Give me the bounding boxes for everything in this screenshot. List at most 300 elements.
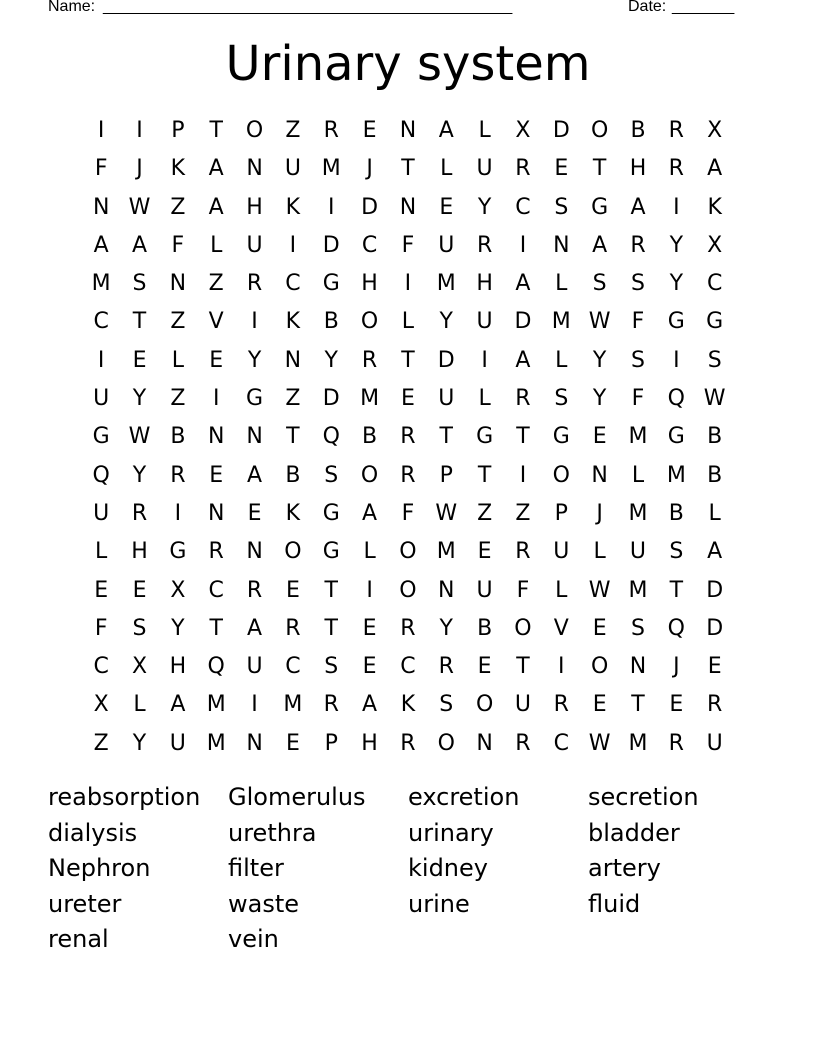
grid-letter: P (554, 500, 568, 526)
grid-letter: I (558, 654, 565, 680)
grid-letter: F (171, 232, 185, 258)
grid-letter: K (285, 309, 301, 335)
grid-letter: S (669, 539, 684, 565)
grid-letter: H (246, 194, 263, 220)
grid-letter: H (361, 730, 378, 756)
grid-letter: M (206, 692, 226, 718)
grid-letter: B (362, 424, 378, 450)
word-bank (48, 780, 768, 958)
grid-letter: U (93, 386, 110, 412)
header (48, 0, 748, 18)
grid-letter: T (209, 615, 223, 641)
word-bank-item: excretion (408, 783, 520, 811)
grid-letter: O (399, 577, 417, 603)
grid-letter: C (361, 232, 378, 258)
grid-letter: E (477, 539, 492, 565)
grid-letter: E (669, 692, 684, 718)
grid-letter: V (553, 615, 569, 641)
grid-letter: U (629, 539, 647, 565)
grid-letter: N (629, 654, 647, 680)
grid-letter: E (362, 118, 377, 143)
grid-letter: U (438, 232, 455, 258)
grid-letter: N (246, 156, 263, 182)
grid-letter: W (128, 424, 151, 450)
grid-letter: F (401, 500, 415, 526)
grid-letter: E (285, 577, 300, 603)
grid-letter: Y (669, 232, 684, 258)
grid-letter: R (285, 615, 301, 641)
grid-letter: R (131, 500, 148, 526)
grid-letter: M (206, 730, 226, 756)
grid-letter: T (631, 692, 645, 718)
grid-letter: A (362, 692, 378, 718)
grid-letter: L (478, 118, 491, 143)
grid-letter: Y (324, 347, 338, 373)
word-bank-item: urethra (228, 818, 317, 847)
grid-letter: S (592, 271, 607, 297)
grid-letter: S (554, 386, 569, 412)
grid-letter: D (706, 615, 724, 641)
grid-letter: Y (132, 730, 147, 756)
grid-letter: N (246, 730, 263, 756)
grid-letter: D (514, 309, 532, 335)
word-bank-item: urine (408, 889, 470, 918)
grid-row (82, 342, 734, 380)
grid-letter: A (707, 156, 723, 182)
grid-letter: I (673, 194, 680, 220)
grid-letter: R (170, 462, 186, 488)
grid-letter: N (399, 118, 417, 143)
grid-letter: O (399, 539, 417, 565)
grid-letter: L (708, 500, 721, 526)
grid-letter: J (596, 500, 603, 526)
grid-letter: C (208, 577, 224, 603)
grid-letter: E (247, 500, 262, 526)
grid-letter: M (628, 730, 648, 756)
grid-letter: S (132, 615, 147, 641)
grid-row (82, 648, 734, 686)
word-bank-item: Nephron (48, 854, 151, 882)
grid-letter: T (669, 577, 684, 603)
grid-letter: K (707, 194, 722, 220)
grid-letter: E (439, 194, 454, 220)
grid-letter: A (630, 194, 646, 220)
grid-letter: I (251, 309, 258, 335)
grid-letter: M (283, 692, 303, 718)
grid-letter: T (516, 654, 530, 680)
grid-letter: Q (207, 654, 225, 680)
grid-letter: A (707, 539, 723, 565)
grid-letter: Q (92, 462, 110, 488)
grid-row (82, 265, 734, 303)
grid-letter: W (588, 309, 611, 335)
grid-letter: S (324, 654, 339, 680)
grid-letter: E (285, 730, 300, 756)
grid-letter: N (169, 271, 187, 297)
grid-row (82, 610, 734, 648)
grid-letter: R (707, 692, 723, 718)
word-bank-row (48, 922, 768, 958)
grid-letter: U (476, 577, 493, 603)
grid-letter: R (668, 730, 684, 756)
grid-letter: E (209, 462, 224, 488)
grid-letter: X (707, 118, 723, 143)
grid-letter: G (322, 539, 340, 565)
grid-letter: J (136, 156, 143, 182)
grid-letter: U (476, 309, 493, 335)
grid-letter: L (95, 539, 108, 565)
grid-letter: A (131, 232, 148, 258)
grid-letter: I (366, 577, 373, 603)
grid-letter: R (668, 118, 684, 143)
word-bank-item: waste (228, 889, 300, 918)
grid-letter: N (207, 500, 225, 526)
grid-letter: E (132, 577, 147, 603)
grid-letter: G (169, 539, 187, 565)
grid-letter: D (322, 386, 340, 412)
grid-letter: T (324, 615, 338, 641)
grid-letter: A (170, 692, 186, 718)
word-bank-item: artery (588, 854, 661, 882)
grid-letter: C (93, 654, 109, 680)
grid-letter: W (588, 577, 611, 603)
word-bank-item: ureter (48, 889, 122, 918)
grid-letter: X (707, 232, 723, 258)
grid-letter: F (94, 156, 108, 182)
grid-letter: Y (171, 615, 185, 641)
grid-letter: N (591, 462, 608, 488)
name-blank: ______________________________________________ (103, 0, 513, 15)
grid-letter: W (435, 500, 458, 526)
grid-letter: W (588, 730, 611, 756)
grid-row (82, 380, 734, 418)
page-title: Urinary system (225, 36, 591, 92)
grid-letter: O (437, 730, 455, 756)
grid-letter: E (707, 654, 722, 680)
grid-letter: R (515, 156, 531, 182)
grid-letter: H (476, 271, 493, 297)
grid-letter: D (437, 347, 455, 373)
grid-letter: S (554, 194, 569, 220)
grid-letter: R (361, 347, 378, 373)
grid-letter: G (552, 424, 570, 450)
grid-letter: C (285, 654, 301, 680)
grid-letter: I (97, 347, 105, 373)
grid-letter: L (555, 347, 568, 373)
grid-letter: A (592, 232, 608, 258)
grid-letter: Q (667, 615, 685, 641)
grid-letter: M (666, 462, 686, 488)
grid-letter: I (519, 232, 527, 258)
grid-letter: G (322, 271, 340, 297)
grid-letter: M (91, 271, 111, 297)
grid-letter: Y (669, 271, 684, 297)
grid-letter: Z (208, 271, 224, 297)
grid-letter: U (246, 232, 263, 258)
grid-letter: U (476, 156, 493, 182)
grid-letter: F (94, 615, 108, 641)
grid-letter: R (476, 232, 493, 258)
grid-letter: M (321, 156, 341, 182)
word-bank-item: renal (48, 925, 109, 953)
grid-letter: A (438, 118, 454, 143)
grid-letter: U (93, 500, 110, 526)
grid-letter: F (631, 309, 645, 335)
grid-letter: L (478, 386, 491, 412)
grid-letter: A (208, 156, 224, 182)
grid-letter: K (285, 500, 301, 526)
grid-letter: C (93, 309, 109, 335)
grid-letter: L (440, 156, 453, 182)
word-bank-row (48, 816, 768, 852)
grid-letter: U (246, 654, 263, 680)
grid-letter: G (667, 424, 685, 450)
grid-letter: P (324, 730, 338, 756)
grid-letter: E (592, 692, 607, 718)
grid-letter: B (323, 309, 339, 335)
word-bank-item: secretion (588, 783, 699, 811)
grid-letter: N (399, 194, 417, 220)
grid-letter: C (285, 271, 301, 297)
letter-grid (82, 112, 734, 763)
grid-letter: M (436, 271, 456, 297)
grid-letter: C (400, 654, 416, 680)
grid-letter: Z (285, 118, 301, 143)
grid-letter: H (169, 654, 187, 680)
grid-letter: E (362, 654, 377, 680)
grid-letter: S (439, 692, 454, 718)
grid-letter: Q (322, 424, 340, 450)
grid-letter: E (94, 577, 109, 603)
grid-letter: Q (667, 386, 685, 412)
grid-letter: L (210, 232, 223, 258)
grid-letter: M (628, 577, 648, 603)
grid-letter: G (591, 194, 609, 220)
grid-letter: S (631, 347, 645, 373)
grid-letter: I (251, 692, 258, 718)
grid-letter: L (171, 347, 184, 373)
grid-letter: E (209, 347, 224, 373)
grid-letter: Z (285, 386, 301, 412)
date-blank: _______ (672, 0, 735, 15)
grid-letter: R (246, 577, 263, 603)
grid-letter: Z (515, 500, 531, 526)
grid-letter: L (593, 539, 606, 565)
grid-letter: H (361, 271, 378, 297)
grid-row (82, 227, 734, 265)
grid-letter: B (668, 500, 684, 526)
grid-letter: L (363, 539, 376, 565)
grid-letter: R (400, 462, 416, 488)
grid-letter: S (324, 462, 339, 488)
grid-letter: G (322, 500, 340, 526)
grid-row (82, 150, 734, 188)
word-bank-row (48, 851, 768, 887)
grid-letter: S (631, 615, 645, 641)
grid-letter: G (667, 309, 685, 335)
word-bank-item: vein (228, 925, 279, 953)
grid-letter: M (628, 424, 648, 450)
grid-letter: T (516, 424, 530, 450)
grid-letter: O (590, 654, 609, 680)
grid-letter: Z (170, 309, 186, 335)
grid-letter: O (475, 692, 494, 718)
grid-letter: F (516, 577, 530, 603)
grid-letter: C (515, 194, 531, 220)
grid-letter: T (209, 118, 223, 143)
grid-letter: X (131, 654, 148, 680)
grid-letter: G (92, 424, 110, 450)
grid-letter: O (552, 462, 570, 488)
grid-letter: Z (93, 730, 109, 756)
grid-letter: H (131, 539, 148, 565)
grid-letter: U (553, 539, 570, 565)
word-bank-item: fluid (588, 889, 641, 918)
grid-letter: R (246, 271, 263, 297)
grid-letter: B (707, 424, 723, 450)
grid-letter: L (631, 462, 645, 488)
grid-letter: A (208, 194, 224, 220)
grid-row (82, 533, 734, 571)
grid-letter: R (630, 232, 646, 258)
grid-letter: V (208, 309, 224, 335)
grid-letter: Z (170, 194, 186, 220)
grid-letter: B (630, 118, 646, 143)
grid-letter: E (132, 347, 147, 373)
grid-letter: Z (170, 386, 186, 412)
grid-letter: A (247, 462, 263, 488)
grid-letter: B (170, 424, 186, 450)
grid-letter: N (246, 424, 263, 450)
grid-letter: R (553, 692, 569, 718)
grid-letter: I (97, 118, 105, 143)
word-bank-item: Glomerulus (228, 783, 366, 811)
grid-letter: A (515, 271, 531, 297)
grid-letter: L (555, 577, 568, 603)
grid-letter: J (366, 156, 373, 182)
grid-letter: P (171, 118, 185, 143)
grid-letter: R (515, 386, 531, 412)
grid-letter: S (707, 347, 722, 373)
grid-letter: G (476, 424, 494, 450)
grid-letter: T (132, 309, 147, 335)
grid-letter: P (439, 462, 453, 488)
grid-letter: G (246, 386, 264, 412)
grid-letter: Y (132, 462, 147, 488)
grid-letter: R (400, 615, 416, 641)
grid-letter: Y (477, 194, 492, 220)
word-bank-row (48, 780, 768, 816)
grid-letter: R (515, 539, 531, 565)
grid-letter: H (629, 156, 647, 182)
grid-letter: Y (439, 309, 453, 335)
grid-letter: Y (592, 347, 607, 373)
grid-letter: S (132, 271, 147, 297)
word-bank-item: urinary (408, 818, 494, 847)
grid-letter: I (519, 462, 527, 488)
grid-letter: D (706, 577, 724, 603)
grid-letter: T (286, 424, 300, 450)
grid-letter: I (212, 386, 220, 412)
grid-letter: M (628, 500, 648, 526)
grid-letter: T (439, 424, 453, 450)
word-bank-item: kidney (408, 854, 488, 882)
grid-row (82, 112, 734, 150)
grid-letter: O (284, 539, 302, 565)
grid-letter: Z (477, 500, 493, 526)
grid-letter: U (284, 156, 301, 182)
grid-letter: U (514, 692, 531, 718)
grid-letter: U (706, 730, 723, 756)
grid-letter: X (93, 692, 109, 718)
grid-letter: E (592, 615, 607, 641)
grid-letter: E (400, 386, 415, 412)
grid-letter: C (553, 730, 569, 756)
grid-letter: Y (132, 386, 147, 412)
grid-letter: E (554, 156, 569, 182)
grid-letter: A (247, 615, 263, 641)
grid-row (82, 189, 734, 227)
grid-letter: Y (439, 615, 453, 641)
grid-letter: D (552, 118, 570, 143)
grid-letter: L (133, 692, 146, 718)
grid-letter: N (246, 539, 263, 565)
grid-letter: O (360, 309, 379, 335)
grid-row (82, 303, 734, 341)
grid-letter: J (673, 654, 680, 680)
grid-letter: I (404, 271, 412, 297)
name-label: Name: (48, 0, 96, 15)
grid-letter: I (327, 194, 335, 220)
grid-row (82, 495, 734, 533)
grid-letter: R (208, 539, 224, 565)
grid-letter: G (706, 309, 724, 335)
grid-letter: I (481, 347, 488, 373)
grid-letter: N (207, 424, 225, 450)
grid-letter: K (400, 692, 416, 718)
grid-row (82, 725, 734, 763)
grid-letter: Y (592, 386, 607, 412)
word-bank-item: filter (228, 854, 284, 882)
grid-letter: E (592, 424, 607, 450)
grid-letter: A (362, 500, 378, 526)
grid-letter: O (514, 615, 532, 641)
grid-letter: M (436, 539, 456, 565)
grid-letter: R (400, 424, 416, 450)
grid-letter: X (170, 577, 186, 603)
grid-letter: L (555, 271, 568, 297)
grid-letter: O (245, 118, 264, 143)
grid-letter: R (515, 730, 531, 756)
grid-letter: O (590, 118, 609, 143)
grid-letter: T (401, 156, 415, 182)
word-bank-row (48, 887, 768, 923)
grid-letter: W (128, 194, 151, 220)
grid-letter: F (401, 232, 415, 258)
date-label: Date: (628, 0, 667, 15)
grid-letter: C (706, 271, 723, 297)
grid-letter: A (515, 347, 531, 373)
grid-letter: K (285, 194, 301, 220)
grid-row (82, 418, 734, 456)
grid-letter: E (477, 654, 492, 680)
grid-letter: R (323, 692, 339, 718)
grid-letter: R (400, 730, 416, 756)
grid-letter: T (324, 577, 338, 603)
grid-letter: U (438, 386, 455, 412)
grid-letter: U (169, 730, 186, 756)
word-bank-item: dialysis (48, 818, 138, 847)
